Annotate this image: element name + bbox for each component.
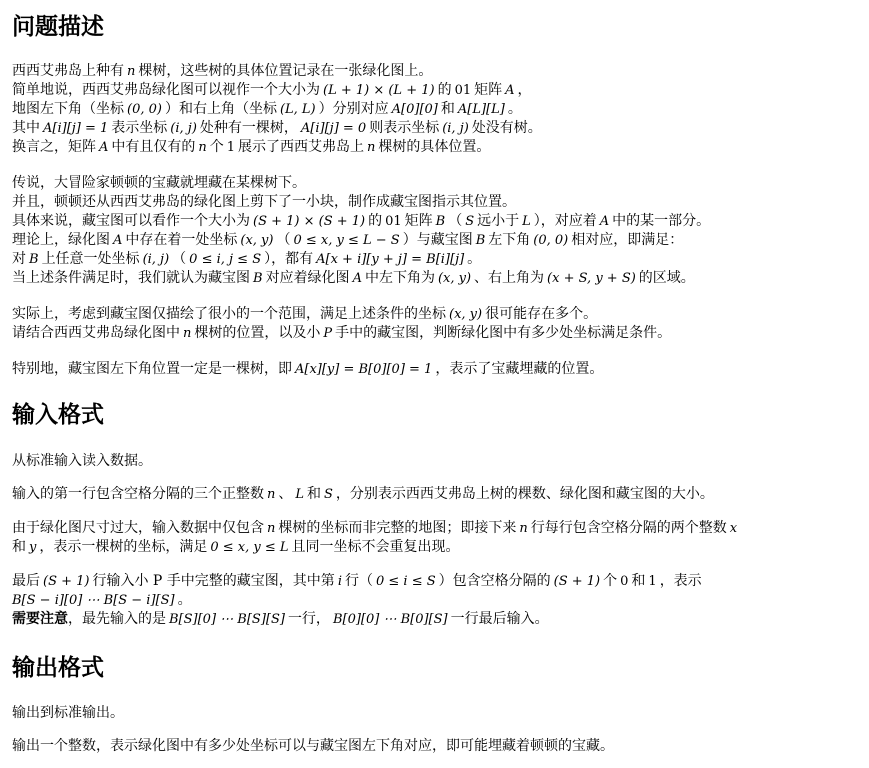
text: 行（	[344, 573, 373, 589]
paragraph-input-treasure-map	[12, 572, 702, 629]
math: B[S][0] ⋯ B[S][S]	[169, 612, 285, 627]
math: (x, y)	[240, 233, 274, 248]
text: （	[276, 232, 291, 248]
text: 且同一坐标不会重复出现。	[291, 539, 460, 555]
math: n	[198, 140, 207, 155]
text: ，最先输入的是	[68, 611, 166, 627]
line	[12, 81, 542, 100]
math: 1	[226, 140, 236, 155]
paragraph-output-description	[12, 737, 614, 756]
text: 和	[631, 573, 646, 589]
text: 。	[177, 592, 192, 608]
math: n	[267, 487, 276, 502]
text: ）包含空格分隔的	[438, 573, 551, 589]
paragraph-input-trees	[12, 519, 740, 557]
text: 当上述条件满足时，我们就认为藏宝图	[12, 270, 250, 286]
math: n	[519, 521, 528, 536]
math: S	[324, 487, 333, 502]
math: A[x][y] = B[0][0] = 1	[295, 362, 433, 377]
text: 矩阵	[474, 82, 503, 98]
text: ，	[517, 82, 532, 98]
math: 0	[620, 574, 629, 589]
line	[12, 610, 702, 629]
text: 中的某一部分。	[612, 213, 711, 229]
math: 0 ≤ i, j ≤ S	[189, 252, 262, 267]
math: B	[475, 233, 486, 248]
math: (L, L)	[279, 102, 316, 117]
line	[12, 360, 603, 379]
line	[12, 269, 710, 288]
math: y	[29, 540, 37, 555]
line: 输出一个整数，表示绿化图中有多少处坐标可以与藏宝图左下角对应，即可能埋藏着顿顿的宝藏。	[12, 738, 614, 754]
text: 则表示坐标	[369, 120, 440, 136]
text: ），都有	[264, 251, 314, 267]
text: 换言之，矩阵	[12, 139, 96, 155]
line	[12, 485, 714, 504]
line	[12, 305, 671, 324]
paragraph-output-target	[12, 704, 124, 723]
math: n	[267, 521, 276, 536]
text: 很可能存在多个。	[485, 306, 598, 322]
text: ），对应着	[533, 213, 597, 229]
math: A[0][0]	[391, 102, 438, 117]
text: 棵树的位置，以及小	[194, 325, 321, 341]
text: 的	[368, 213, 383, 229]
math: (i, j)	[442, 121, 469, 136]
text: 和	[440, 101, 455, 117]
paragraph-multiple-matches	[12, 305, 671, 343]
text: 中左下角为	[364, 270, 435, 286]
text: 、右上角为	[474, 270, 545, 286]
output-format-heading: 输出格式	[12, 654, 104, 681]
line	[12, 572, 702, 591]
text: 和	[12, 539, 26, 555]
line: 从标准输入读入数据。	[12, 453, 152, 469]
math: A	[113, 233, 123, 248]
text: 处种有一棵树，	[199, 120, 298, 136]
math: x	[729, 521, 738, 536]
text: 个	[603, 573, 618, 589]
math: (S + 1)	[553, 574, 601, 589]
line	[12, 231, 710, 250]
math: n	[367, 140, 376, 155]
line: 传说，大冒险家顿顿的宝藏就埋藏在某棵树下。	[12, 175, 306, 191]
math: 0 ≤ x, y ≤ L	[210, 540, 289, 555]
math: (L + 1) × (L + 1)	[323, 83, 435, 98]
math: (0, 0)	[533, 233, 569, 248]
math: (i, j)	[170, 121, 197, 136]
text: 对应着绿化图	[265, 270, 350, 286]
math: n	[183, 326, 192, 341]
math: B	[435, 214, 446, 229]
math: i	[337, 574, 342, 589]
text: 棵树，这些树的具体位置记录在一张绿化图上。	[138, 63, 433, 79]
paragraph-map-intro	[12, 62, 542, 157]
text: 表示坐标	[111, 120, 168, 136]
text: ）和右上角（坐标	[164, 101, 277, 117]
text: ，表示	[659, 573, 702, 589]
text: ，分别表示西西艾弗岛上树的棵数、绿化图和藏宝图的大小。	[335, 486, 714, 502]
math: A[i][j] = 1	[43, 121, 109, 136]
text: 特别地，藏宝图左下角位置一定是一棵树，即	[12, 361, 292, 377]
text: 对	[12, 251, 26, 267]
math: (x, y)	[449, 307, 483, 322]
line	[12, 212, 710, 231]
text: 处没有树。	[471, 120, 542, 136]
text: 输入的第一行包含空格分隔的三个正整数	[12, 486, 264, 502]
text: 手中的藏宝图，判断绿化图中有多少处坐标满足条件。	[335, 325, 672, 341]
text: ，表示一棵树的坐标，满足	[39, 539, 208, 555]
math: L	[522, 214, 531, 229]
text: 理论上，绿化图	[12, 232, 110, 248]
text: 棵树的具体位置。	[378, 139, 491, 155]
text: 中有且仅有的	[111, 139, 196, 155]
line: 输出到标准输出。	[12, 705, 124, 721]
text: 西西艾弗岛上种有	[12, 63, 124, 79]
math: A	[352, 271, 362, 286]
text: ）分别对应	[318, 101, 389, 117]
line	[12, 324, 671, 343]
text: 。	[507, 101, 522, 117]
math: L	[295, 487, 305, 502]
text: （	[172, 251, 187, 267]
input-format-heading: 输入格式	[12, 401, 104, 428]
math: B	[253, 271, 263, 286]
math: A	[505, 83, 515, 98]
math: 0 ≤ i ≤ S	[375, 574, 436, 589]
paragraph-special-note	[12, 360, 603, 379]
line	[12, 100, 542, 119]
math: A	[599, 214, 610, 229]
text: 中存在着一处坐标	[125, 232, 238, 248]
math: B[S − i][0] ⋯ B[S − i][S]	[12, 593, 175, 608]
text: 棵树的坐标而非完整的地图；即接下来	[278, 520, 517, 536]
math: n	[127, 64, 136, 79]
text: 行输入小 P 手中完整的藏宝图，其中第	[92, 573, 335, 589]
line	[12, 591, 702, 610]
math: B	[29, 252, 39, 267]
text: ）与藏宝图	[402, 232, 473, 248]
text: 请结合西西艾弗岛绿化图中	[12, 325, 180, 341]
math: (0, 0)	[127, 102, 162, 117]
line: 并且，顿顿还从西西艾弗岛的绿化图上剪下了一小块，制作成藏宝图指示其位置。	[12, 194, 516, 210]
math: (x + S, y + S)	[547, 271, 636, 286]
text: 实际上，考虑到藏宝图仅描绘了很小的一个范围，满足上述条件的坐标	[12, 306, 446, 322]
line	[12, 138, 542, 157]
text: 一行，	[287, 611, 330, 627]
line	[12, 62, 542, 81]
math: S	[465, 214, 475, 229]
line	[12, 119, 542, 138]
math: 0 ≤ x, y ≤ L − S	[293, 233, 400, 248]
math: P	[323, 326, 333, 341]
math: 01	[385, 214, 402, 229]
bold-text: 需要注意	[12, 611, 68, 627]
text: 行每行包含空格分隔的两个整数	[530, 520, 727, 536]
math: (S + 1)	[43, 574, 90, 589]
text: 展示了西西艾弗岛上	[238, 139, 365, 155]
text: 的	[437, 82, 452, 98]
text: （	[448, 213, 463, 229]
text: 一行最后输入。	[450, 611, 549, 627]
paragraph-input-source	[12, 452, 152, 471]
text: 左下角	[488, 232, 531, 248]
math: A[i][j] = 0	[300, 121, 367, 136]
text: 由于绿化图尺寸过大，输入数据中仅包含	[12, 520, 264, 536]
text: 地图左下角（坐标	[12, 101, 124, 117]
text: 矩阵	[404, 213, 433, 229]
math: 1	[648, 574, 657, 589]
paragraph-treasure-map	[12, 174, 710, 288]
text: 。	[467, 251, 482, 267]
text: 和	[307, 486, 322, 502]
text: 其中	[12, 120, 40, 136]
text: 远小于	[477, 213, 520, 229]
text: 的区域。	[638, 270, 695, 286]
text: 相对应，即满足：	[571, 232, 684, 248]
math: (S + 1) × (S + 1)	[253, 214, 366, 229]
problem-description-heading: 问题描述	[12, 13, 104, 40]
line	[12, 250, 710, 269]
text: 简单地说，西西艾弗岛绿化图可以视作一个大小为	[12, 82, 320, 98]
text: ，表示了宝藏埋藏的位置。	[435, 361, 604, 377]
text: 个	[209, 139, 224, 155]
text: 、	[278, 486, 293, 502]
text: 具体来说，藏宝图可以看作一个大小为	[12, 213, 250, 229]
math: A[L][L]	[457, 102, 505, 117]
math: A	[99, 140, 109, 155]
line	[12, 538, 740, 557]
text: 最后	[12, 573, 40, 589]
math: (i, j)	[142, 252, 170, 267]
paragraph-input-first-line	[12, 485, 714, 504]
math: A[x + i][y + j] = B[i][j]	[316, 252, 465, 267]
math: B[0][0] ⋯ B[0][S]	[332, 612, 448, 627]
text: 上任意一处坐标	[41, 251, 140, 267]
math: (x, y)	[437, 271, 472, 286]
math: 01	[454, 83, 472, 98]
line	[12, 519, 740, 538]
